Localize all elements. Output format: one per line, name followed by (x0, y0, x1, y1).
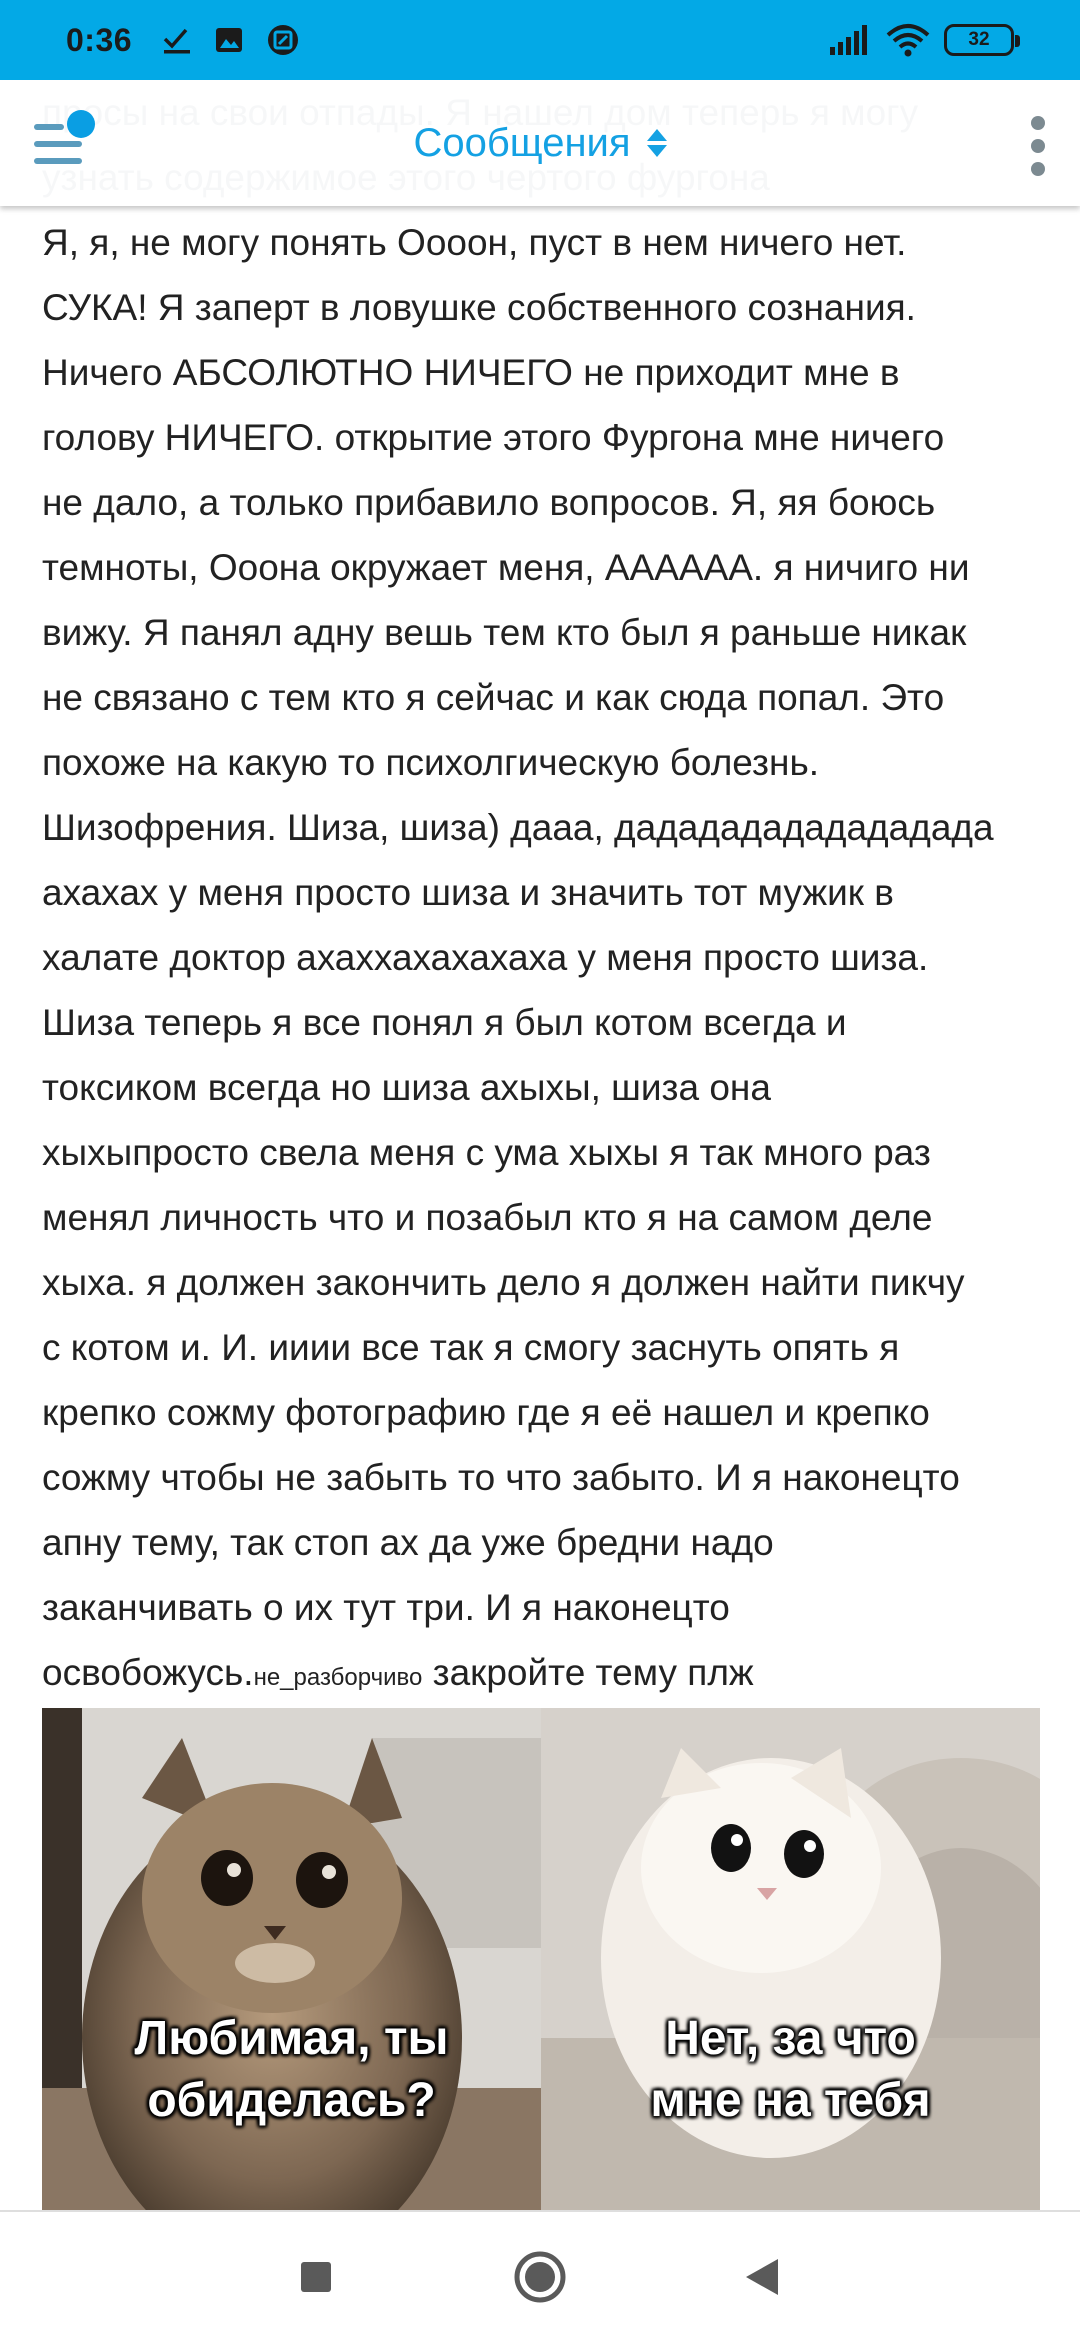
post-line: заканчивать о их тут три. И я наконецто (42, 1587, 730, 1628)
post-line: ахахах у меня просто шиза и значить тот мужик в (42, 872, 894, 913)
post-line: СУКА! Я заперт в ловушке собственного сознания. (42, 287, 916, 328)
post-line: хыха. я должен закончить дело я должен найти пикчу (42, 1262, 965, 1303)
meme-caption-left-1: Любимая, ты (134, 2012, 449, 2065)
app-bar (0, 80, 1080, 206)
post-small-note: не_разборчиво (253, 1664, 423, 1691)
status-bar (0, 0, 1080, 80)
meme-caption-right-2: мне на тебя (650, 2074, 931, 2127)
meme-caption-left-2: обиделась? (147, 2074, 436, 2127)
post-line: Шизофрения. Шиза, шиза) дааа, дадададададададада (42, 807, 994, 848)
post-line: темноты, Ооона окружает меня, АААААА. я ничиго ни (42, 547, 970, 588)
recents-button[interactable] (256, 2212, 376, 2340)
post-line: сожму чтобы не забыть то что забыто. И я наконецто (42, 1457, 960, 1498)
recents-square-icon (300, 2261, 332, 2293)
post-line: менял личность что и позабыл кто я на самом деле (42, 1197, 933, 1238)
post-body (42, 138, 1042, 1710)
status-left (66, 0, 300, 80)
app-icon (266, 23, 300, 57)
post-line: Шиза теперь я все понял я был котом всегда и (42, 1002, 847, 1043)
post-line: Ничего АБСОЛЮТНО НИЧЕГО не приходит мне в (42, 352, 900, 393)
message-content[interactable] (0, 80, 1080, 2210)
sort-toggle-icon[interactable] (647, 129, 667, 157)
signal-icon (830, 25, 872, 55)
navigation-bar (0, 2210, 1080, 2340)
wifi-icon (886, 23, 930, 57)
meme-caption-right-1: Нет, за что (665, 2012, 916, 2065)
home-circle-icon (513, 2250, 567, 2304)
fluffy-cat-picture (42, 1708, 541, 2210)
post-line: халате доктор ахаххахахахаха у меня просто шиза. (42, 937, 929, 978)
post-line: вижу. Я панял адну вешь тем кто был я раньше никак (42, 612, 967, 653)
post-line: не связано с тем кто я сейчас и как сюда попал. Это (42, 677, 945, 718)
app-title[interactable]: Сообщения (413, 120, 631, 165)
post-line: не дало, а только прибавило вопросов. Я, яя боюсь (42, 482, 936, 523)
battery-icon (944, 24, 1014, 56)
post-line: с котом и. И. ииии все так я смогу заснуть опять я (42, 1327, 900, 1368)
check-download-icon (162, 25, 192, 55)
back-triangle-icon (744, 2257, 780, 2297)
post-line: токсиком всегда но шиза ахыхы, шиза она (42, 1067, 771, 1108)
post-line: голову НИЧЕГО. открытие этого Фургона мне ничего (42, 417, 945, 458)
meme-right-panel (541, 1708, 1040, 2210)
post-line: похоже на какую то психолгическую болезнь. (42, 742, 819, 783)
post-last-end: закройте тему плж (422, 1652, 754, 1693)
status-right (830, 0, 1014, 80)
overflow-menu-icon[interactable] (1026, 116, 1050, 176)
back-button[interactable] (702, 2212, 822, 2340)
post-line-last (42, 1640, 1042, 1710)
post-line: хыхыпросто свела меня с ума хыхы я так много раз (42, 1132, 931, 1173)
home-button[interactable] (480, 2212, 600, 2340)
post-last-start: освобожусь. (42, 1652, 254, 1693)
white-cat-picture (541, 1708, 1040, 2210)
status-time: 0:36 (66, 21, 133, 58)
post-line: крепко сожму фотографию где я её нашел и крепко (42, 1392, 930, 1433)
hamburger-menu-icon[interactable] (34, 114, 98, 174)
post-line: Я, я, не могу понять Оооон, пуст в нем ничего нет. (42, 222, 907, 263)
meme-image[interactable] (42, 1708, 1040, 2210)
post-line: апну тему, так стоп ах да уже бредни надо (42, 1522, 774, 1563)
meme-left-panel (42, 1708, 541, 2210)
notification-dot (67, 110, 95, 138)
app-title-wrap (0, 80, 1080, 206)
battery-level: 32 (968, 29, 990, 50)
image-icon (214, 25, 244, 55)
